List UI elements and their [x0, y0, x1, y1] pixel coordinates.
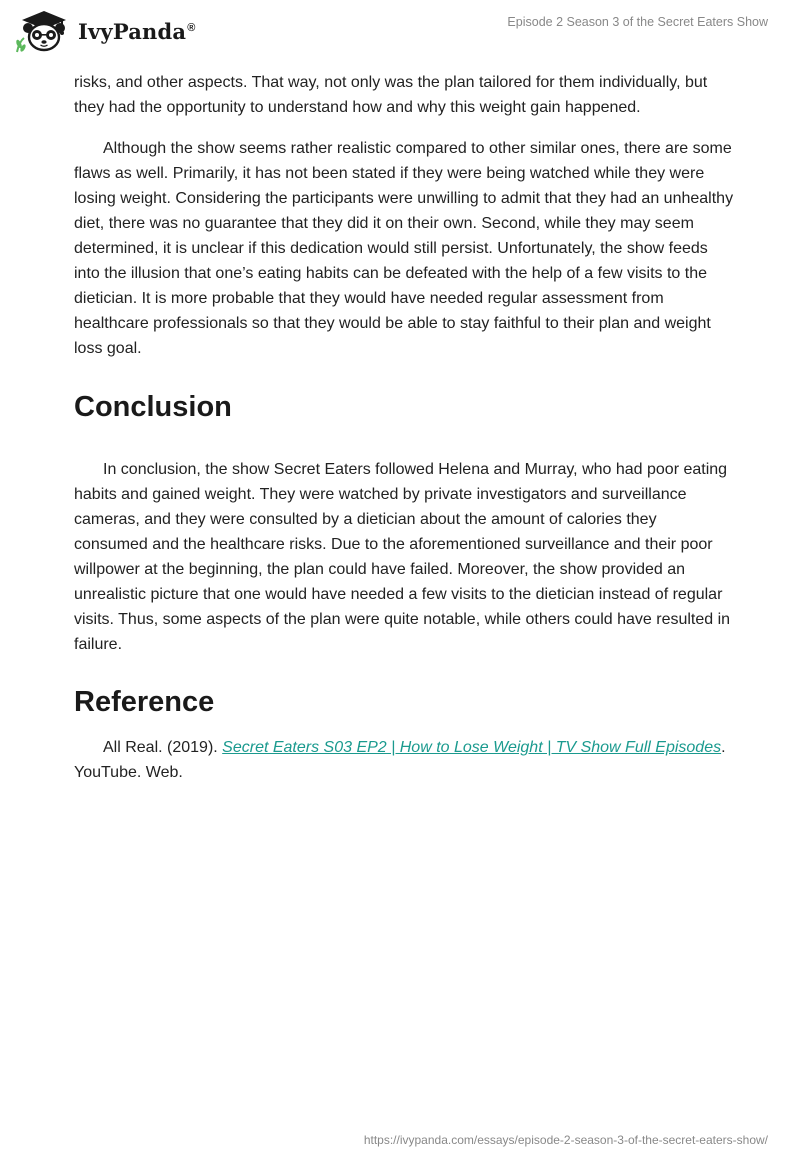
reference-heading: Reference [74, 686, 215, 718]
reference-suffix: . YouTube. Web. [74, 739, 726, 781]
reference-author-year: All Real. (2019). [103, 739, 223, 756]
reference-entry [74, 735, 734, 785]
page-header [0, 0, 800, 70]
paragraph-continued: risks, and other aspects. That way, not only was the plan tailored for them individually, but they had the opportunity to understand how and why this weight gain happened. [74, 74, 708, 116]
ivypanda-logo[interactable] [14, 8, 196, 54]
conclusion-heading: Conclusion [74, 391, 232, 423]
footer-url: https://ivypanda.com/essays/episode-2-season-3-of-the-secret-eaters-show/ [363, 1133, 768, 1147]
registered-mark: ® [187, 21, 196, 34]
essay-content [74, 70, 734, 785]
document-title: Episode 2 Season 3 of the Secret Eaters Show [507, 15, 768, 29]
panda-graduate-icon [14, 8, 76, 54]
brand-name [78, 19, 196, 44]
paragraph-flaws: Although the show seems rather realistic compared to other similar ones, there are some flaws as well. Primarily, it has not been stated if they were being watched while they were losing weight. Considering the participants were unwilling to admit that they had an unhealthy diet, there was no guarantee that they did it on their own. Second, while they may seem determined, it is unclear if this dedication would still persist. Unfortunately, the show feeds into the illusion that one’s eating habits can be defeated with the help of a few visits to the dietician. It is more probable that they would have needed regular assessment from healthcare professionals so that they would be able to stay faithful to their plan and weight loss goal. [74, 140, 734, 357]
reference-link[interactable]: Secret Eaters S03 EP2 | How to Lose Weight | TV Show Full Episodes [222, 739, 722, 756]
brand-text: IvyPanda [78, 18, 187, 44]
conclusion-paragraph: In conclusion, the show Secret Eaters followed Helena and Murray, who had poor eating habits and gained weight. They were watched by private investigators and surveillance cameras, and they were consulted by a dietician about the amount of calories they consumed and the healthcare risks. Due to the aforementioned surveillance and their poor willpower at the beginning, the plan could have failed. Moreover, the show provided an unrealistic picture that one would have needed a few visits to the dietician instead of regular visits. Thus, some aspects of the plan were quite notable, while others could have resulted in failure. [74, 461, 731, 653]
